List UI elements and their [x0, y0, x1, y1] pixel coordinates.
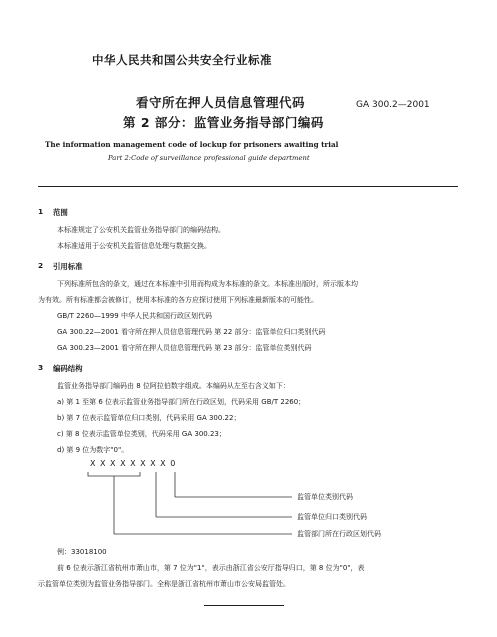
section-3-list-item: d) 第 9 位为数字"0"。 — [57, 446, 129, 454]
document-part-title: 第 2 部分：监管业务指导部门编码 — [123, 115, 324, 130]
section-2-line: 为有效。所有标准都会被修订，使用本标准的各方应探讨使用下列标准最新版本的可能性。 — [38, 296, 318, 304]
diagram-label: 监管单位类别代码 — [297, 493, 353, 501]
section-3-heading: 编码结构 — [53, 364, 83, 373]
section-1-line: 本标准规定了公安机关监管业务指导部门的编码结构。 — [57, 226, 225, 234]
section-3-number: 3 — [38, 363, 44, 372]
section-2-number: 2 — [38, 261, 44, 270]
section-1-heading: 范围 — [53, 208, 68, 217]
section-2-heading: 引用标准 — [53, 262, 83, 271]
english-part-title: Part 2:Code of surveillance professional guide department — [108, 154, 310, 162]
example-label: 例：33018100 — [57, 548, 107, 556]
example-line: 示监管单位类别为监管业务指导部门。全称是浙江省杭州市萧山市公安局监管处。 — [38, 580, 290, 588]
reference-item: GB/T 2260—1999 中华人民共和国行政区划代码 — [57, 312, 212, 320]
section-3-list-item: c) 第 8 位表示监管单位类别，代码采用 GA 300.23； — [57, 430, 226, 438]
diagram-label: 监管单位归口类别代码 — [297, 513, 367, 521]
code-structure-row: X X X X X X X X 0 — [90, 459, 177, 468]
section-1-line: 本标准适用于公安机关监管信息处理与数据交换。 — [57, 242, 211, 250]
footer-divider — [204, 605, 284, 606]
section-2-line: 下列标准所包含的条文，通过在本标准中引用而构成为本标准的条文。本标准出版时，所示版本均 — [57, 280, 358, 288]
document-title: 看守所在押人员信息管理代码 — [136, 95, 306, 110]
standard-number: GA 300.2—2001 — [356, 100, 430, 110]
section-3-list-item: a) 第 1 至第 6 位表示监管业务指导部门所在行政区划，代码采用 GB/T 2260； — [57, 398, 306, 406]
english-title: The information management code of lockup for prisoners awaiting trial — [45, 140, 339, 149]
reference-item: GA 300.22—2001 看守所在押人员信息管理代码 第 22 部分：监管单位归口类别代码 — [57, 328, 326, 336]
example-line: 前 6 位表示浙江省杭州市萧山市，第 7 位为"1"，表示由浙江省公安厅指导归口，第 8 位为"0"，表 — [57, 564, 365, 572]
diagram-label: 监管部门所在行政区划代码 — [297, 530, 381, 538]
standard-category: 中华人民共和国公共安全行业标准 — [92, 53, 272, 67]
section-1-number: 1 — [38, 207, 44, 216]
header-divider — [38, 186, 458, 187]
reference-item: GA 300.23—2001 看守所在押人员信息管理代码 第 23 部分：监管单位类别代码 — [57, 344, 312, 352]
section-3-line: 监管业务指导部门编码由 8 位阿拉伯数字组成。本编码从左至右含义如下： — [57, 382, 290, 390]
section-3-list-item: b) 第 7 位表示监管单位归口类别，代码采用 GA 300.22； — [57, 414, 241, 422]
